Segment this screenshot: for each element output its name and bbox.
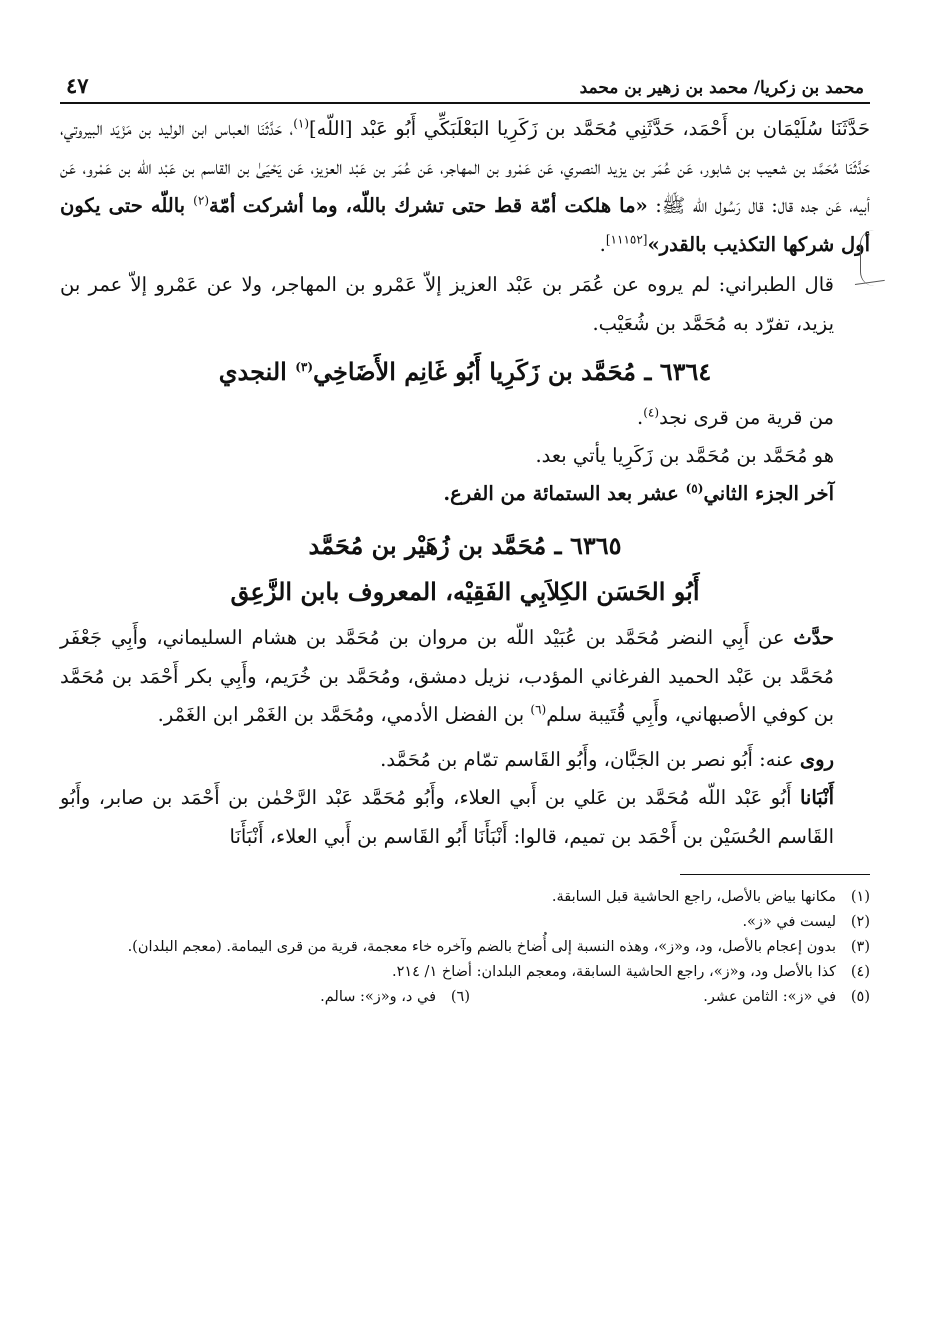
hadith-text: أمّة (209, 194, 236, 217)
title-text: ٦٣٦٤ ـ مُحَمَّد بن زَكَرِيا أَبُو غَانِم الأَضَاخِي (313, 357, 712, 386)
text-run: عَن أبيه، عَن جده قال: قال رَسُول اللّه ﷺ: (60, 155, 870, 217)
footnote (60, 910, 870, 935)
text-run: أَبُو عَبْد اللّه مُحَمَّد بن عَلي بن أَبي العلاء، وأَبُو مُحَمَّد عَبْد الرَّحْمٰن بن أَحْمَد بن صابر، وأَبُو القَاسم الحُسَيْن بن أَحْمَد بن تميم، قالوا: أَنْبَأَنَا أَبُو القَاسم بن أَبي العلاء، أَنْبَأَنَا (60, 786, 834, 848)
students-paragraph (60, 741, 870, 780)
lead-word: أَنْبَانا (799, 786, 834, 809)
text-run: عشر بعد الستمائة من الفرع. (443, 482, 686, 505)
text-run: . (637, 406, 644, 429)
footnote (470, 985, 870, 1010)
narrators-paragraph (60, 619, 870, 735)
entry-title-6365: ٦٣٦٥ ـ مُحَمَّد بن زُهَيْر بن مُحَمَّد (308, 531, 622, 560)
header-rule (60, 102, 870, 104)
footnote-number: (٢) (850, 914, 870, 930)
footnote-ref: (١) (293, 116, 310, 131)
hadith-paragraph (60, 110, 870, 264)
footnotes (60, 885, 870, 1010)
footnote-text: ليست في «ز». (742, 914, 836, 930)
page (60, 66, 870, 1010)
part-end-note (60, 475, 870, 513)
text-run: عن أَبِي النضر مُحَمَّد بن عُبَيْد اللّه بن مروان بن مُحَمَّد بن هشام السليماني، وأَبِي جَعْفَر مُحَمَّد بن عَبْد الحميد الفرغاني المؤدب، نزيل دمشق، ومُحَمَّد بن خُرَيم، وأَبِي بكر أَحْمَد بن مُحَمَّد بن كوفي الأصبهاني، وأَبِي قُتَيبة سلم (60, 626, 834, 726)
lead-word: حدَّث (793, 626, 834, 649)
hadith-number: [١١١٥٢] (605, 232, 648, 246)
text-run: ، حَدَّثَنَا العباس (214, 117, 294, 140)
hadith-text: باللّه حتى يكون أول شركها التكذيب بالقدر» (60, 194, 870, 256)
footnote-text: بدون إعجام بالأصل، ود، و«ز»، وهذه النسبة إلى أُضاخ بالضم وآخره خاء معجمة، قرية من قرى اليمامة. (معجم البلدان). (127, 939, 836, 955)
footnote-ref: (٥) (685, 481, 704, 496)
footnote (60, 885, 870, 910)
commentary-paragraph: قال الطبراني: لم يروه عن عُمَر بن عَبْد العزيز إلاّ عَمْرو بن المهاجر، ولا عن عَمْرو إلاّ عمر بن يزيد، تفرّد به مُحَمَّد بن شُعَيْب. (60, 273, 834, 335)
page-header (60, 66, 870, 98)
footnote-number: (١) (850, 889, 870, 905)
text-run: من قرية من قرى نجد (659, 406, 834, 429)
footnote-ref: (٣) (295, 360, 314, 374)
title-text: النجدي (218, 357, 296, 386)
entry-subtitle-6365: أَبُو الحَسَن الكِلاَبِي الفَقِيْه، المعروف بابن الزَّعِق (230, 577, 700, 606)
footnote-ref: (٤) (643, 405, 660, 420)
footnote-text: كذا بالأصل ود، و«ز»، راجع الحاشية السابقة، ومعجم البلدان: أضاخ ١/ ٢١٤. (391, 964, 836, 980)
text-run: عَن عَمْرو بن المهاجر، عَن عُمَر بن عَبْد العزيز، عَن يَحْيَىٰ بن القاسم بن عَبْد اللّه بن عَمْرو، (82, 155, 554, 179)
isnad-paragraph (60, 779, 870, 856)
footnote-ref: (٢) (193, 193, 209, 208)
entry-title-6364 (60, 349, 870, 395)
entry-line: هو مُحَمَّد بن مُحَمَّد بن زَكَرِيا يأتي بعد. (535, 444, 834, 467)
footnote-number: (٥) (850, 989, 870, 1005)
footnote-ref: (٦) (530, 702, 547, 717)
footnote-row (60, 985, 870, 1010)
footnote (60, 960, 870, 985)
entry-line (60, 399, 870, 437)
footnote-number: (٦) (450, 989, 470, 1005)
margin-bracket-tail (853, 268, 885, 285)
text-run: آخر الجزء الثاني (703, 482, 834, 505)
text-run: . (599, 232, 606, 256)
footnote (70, 985, 470, 1010)
page-number: ٤٧ (66, 73, 89, 98)
hadith-text: «ما هلكت أمّة قط حتى تشرك باللّه، وما أشركت (242, 194, 648, 217)
text-run: حَدَّثَنَا سُلَيْمَان بن أَحْمَد، حَدَّثَنِي مُحَمَّد بن زَكَرِيا البَعْلَبَكِّي أَبُو عَبْد [اللّه] (309, 117, 871, 140)
text-run: ابن الوليد بن مَزْيَد البيروتي، حَدَّثَنَا مُحَمَّد بن شعيب بن شابور، عَن عُمَر بن يزيد النصري، (60, 117, 871, 179)
text-run: عنه: أَبُو نصر بن الجَبَّان، وأَبُو القَاسم تمّام بن مُحَمَّد. (380, 747, 800, 771)
running-head: محمد بن زكريا/ محمد بن زهير بن محمد (579, 78, 864, 98)
footnote-text: في «ز»: الثامن عشر. (703, 989, 836, 1005)
text-run: بن الفضل الأدمي، ومُحَمَّد بن الغَمْر ابن الغَمْر. (157, 703, 531, 726)
footnote (60, 935, 870, 960)
footnote-text: مكانها بياض بالأصل، راجع الحاشية قبل السابقة. (551, 889, 836, 905)
footnote-number: (٤) (850, 964, 870, 980)
footnote-rule (680, 874, 870, 875)
footnote-number: (٣) (850, 939, 870, 955)
footnote-text: في د، و«ز»: سالم. (320, 989, 436, 1005)
lead-word: روى (799, 747, 834, 771)
